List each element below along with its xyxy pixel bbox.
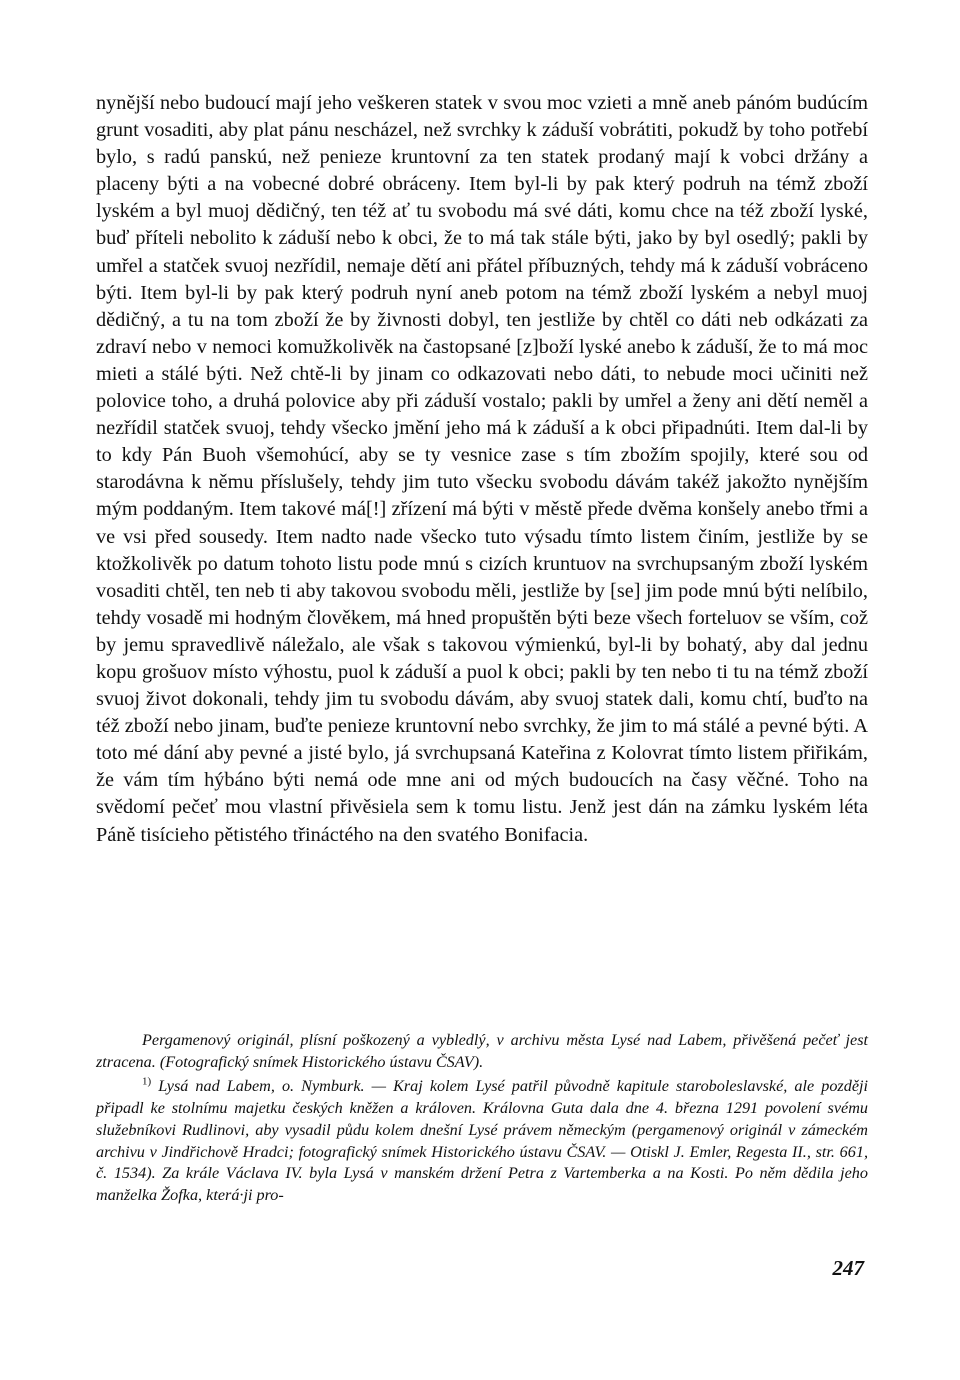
page-number: 247 xyxy=(832,1256,864,1280)
charter-text: nynější nebo budoucí mají jeho veškeren statek v svou moc vzieti a mně aneb pánóm budúcím grunt vosaditi, aby plat pánu nescházel, než svrchky k záduší vobrátiti, pokudž by toho potřebí bylo, s radú panskú, než penieze kruntovní za ten statek prodaný mají k vobci držány a placeny býti a na vobecné dobré obráceny. Item byl-li by pak který podruh na témž zboží lyském a byl muoj dědičný, ten též ať tu svobodu má své dáti, komu chce na též zboží lyské, buď příteli nebolito k záduší nebo k obci, že to má tak stále býti, jako by byl osedlý; pakli by umřel a statček svuoj nezřídil, nemaje dětí ani přátel příbuzných, tehdy má k záduší vobráceno býti. Item byl-li by pak který podruh nyní aneb potom na témž zboží lyském a nebyl muoj dědičný, a tu na tom zboží že by živnosti dobyl, ten jestliže by chtěl co dáti neb odkázati za zdraví nebo v nemoci komužkolivěk na častopsané [z]boží lyské anebo k záduší, že to má moc mieti a stálé býti. Než chtě-li by jinam co odkazovati nebo dáti, to nebude moci učiniti než polovice toho, a druhá polovice aby při záduší vostalo; pakli by umřel a ženy ani dětí neměl a nezřídil statček svuoj, tehdy všecko jmění jeho má k záduší a k obci připadnúti. Item dal-li by to kdy Pán Buoh všemohúcí, aby se ty vesnice zase s tím zbožím spojily, které sou od starodávna k němu příslušely, tehdy jim tuto všecku svobodu dávám takéž jakožto nynějším mým poddaným. Item takové má[!] zřízení má býti v městě přede dvěma konšely anebo třmi a ve vsi před sousedy. Item nadto nade všecko tuto výsadu tímto listem činím, jestliže by se ktožkolivěk po datum tohoto listu pode mnú s cizích kruntuov na svrchupsaným zboží lyském vosaditi chtěl, ten neb ti aby takovou svobodu měli, jestliže by [se] jim pode mnú býti nelíbilo, tehdy vosadě mi hodným člověkem, má hned propuštěn býti beze všech forteluov se vším, což by jemu spravedlivě náležalo, ale však s takovou výmienkú, byl-li by bohatý, aby dal jednu kopu grošuov místo výhostu, puol k záduší a puol k obci; pakli by ten nebo ti tu na témž zboží svuoj život dokonali, tehdy jim tu svobodu dávám, aby svuoj statek dali, komu chtí, buďto na též zboží nebo jinam, buďte penieze kruntovní nebo svrchky, že jim to má stálé a pevné býti. A toto mé dání aby pevné a jisté bylo, já svrchupsaná Kateřina z Kolovrat tímto listem přiřikám, že vám tím hýbáno býti nemá ode mne ani od mých budoucích na časy věčné. Toho na svědomí pečeť mou vlastní přivěsiela sem k tomu listu. Jenž jest dán na zámku lyském léta Páně tisícieho pětistého třináctého na den svatého Bonifacia. xyxy=(96,92,868,846)
footnote-marker: 1) xyxy=(142,1075,152,1088)
footnote xyxy=(96,1076,868,1207)
source-note: Pergamenový originál, plísní poškozený a vybledlý, v archivu města Lysé nad Labem, přivěšená pečeť jest ztracena. (Fotografický snímek Historického ústavu ČSAV). xyxy=(96,1031,868,1071)
footnote-text: Lysá nad Labem, o. Nymburk. — Kraj kolem Lysé patřil původně kapitule staroboleslavské, ale později připadl ke stolnímu majetku českých kněžen a královen. Královna Guta dala dne 4. března 1291 povolení svému služebníkovi Rudlinovi, aby vysadil půdu kolem dnešní Lysé právem německým (pergamenový originál v zámeckém archivu v Jindřichově Hradci; fotografický snímek Historického ústavu ČSAV. — Otiskl J. Emler, Regesta II., str. 661, č. 1534). Za krále Václava IV. byla Lysá v manském držení Petra z Vartemberka a na Kosti. Po něm dědila jeho manželka Žofka, která·ji pro- xyxy=(96,1076,868,1205)
notes-section xyxy=(96,1030,868,1209)
document-page xyxy=(96,90,868,849)
